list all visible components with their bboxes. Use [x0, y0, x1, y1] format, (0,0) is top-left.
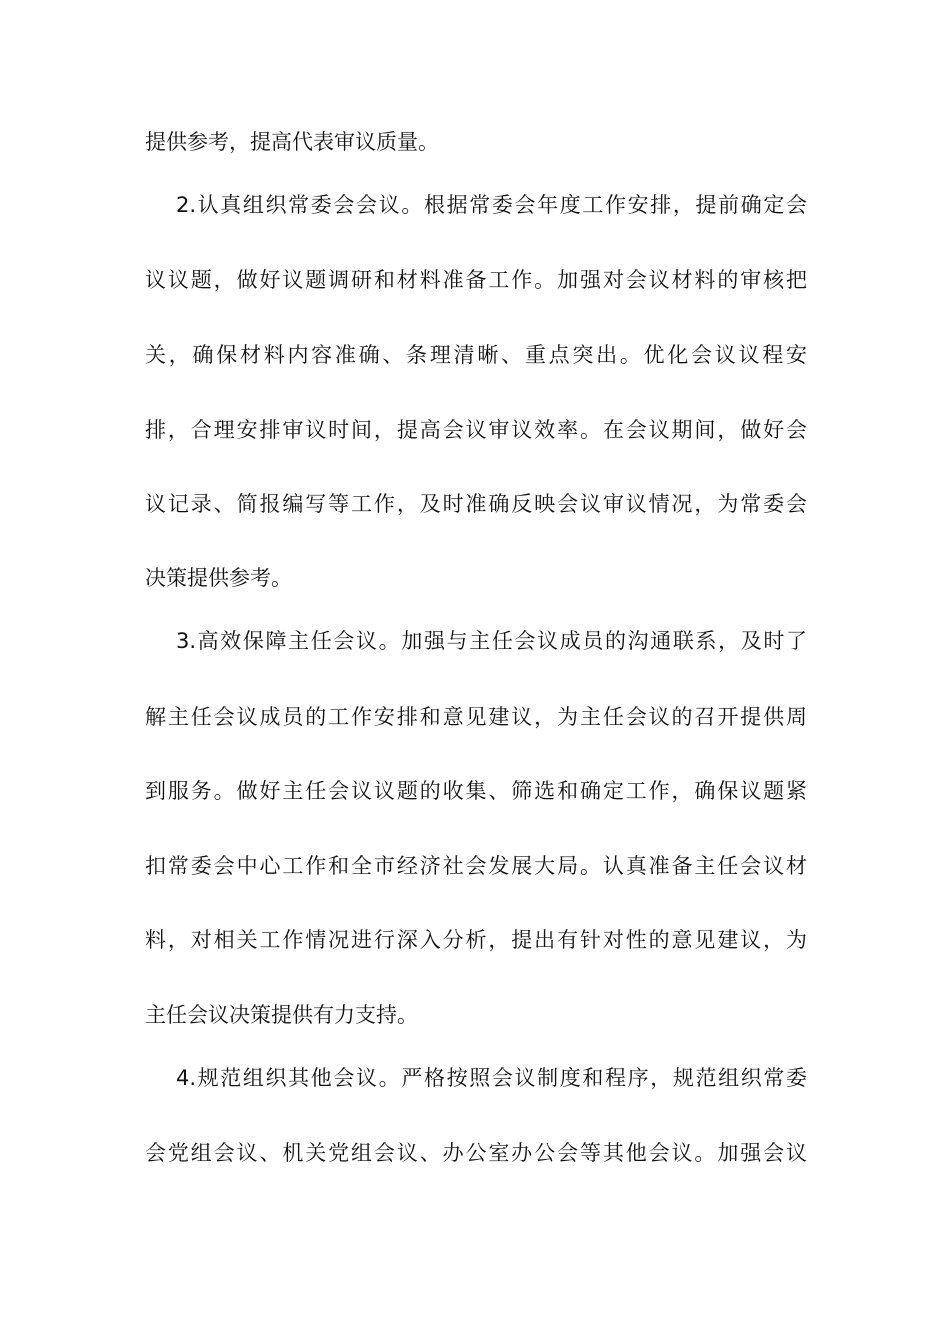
paragraph-2-heading-line: 2.认真组织常委会会议。根据常委会年度工作安排，提前确定会	[176, 193, 807, 217]
paragraph-3-heading-line: 3.高效保障主任会议。加强与主任会议成员的沟通联系，及时了	[176, 629, 807, 653]
text-line: 主任会议决策提供有力支持。	[145, 1003, 418, 1027]
paragraph-4-heading-line: 4.规范组织其他会议。严格按照会议制度和程序，规范组织常委	[176, 1066, 807, 1090]
text-line: 解主任会议成员的工作安排和意见建议，为主任会议的召开提供周	[145, 705, 807, 729]
text-line: 排，合理安排审议时间，提高会议审议效率。在会议期间，做好会	[145, 418, 807, 442]
text-line: 议记录、简报编写等工作，及时准确反映会议审议情况，为常委会	[145, 492, 807, 516]
text-line: 决策提供参考。	[145, 566, 292, 590]
text-line: 扣常委会中心工作和全市经济社会发展大局。认真准备主任会议材	[145, 854, 807, 878]
text-line: 议议题，做好议题调研和材料准备工作。加强对会议材料的审核把	[145, 268, 807, 292]
text-line: 提供参考，提高代表审议质量。	[145, 130, 439, 154]
text-line: 会党组会议、机关党组会议、办公室办公会等其他会议。加强会议	[145, 1141, 807, 1165]
text-line: 料，对相关工作情况进行深入分析，提出有针对性的意见建议，为	[145, 928, 807, 952]
text-line: 到服务。做好主任会议议题的收集、筛选和确定工作，确保议题紧	[145, 779, 807, 803]
text-line: 关，确保材料内容准确、条理清晰、重点突出。优化会议议程安	[145, 343, 807, 367]
